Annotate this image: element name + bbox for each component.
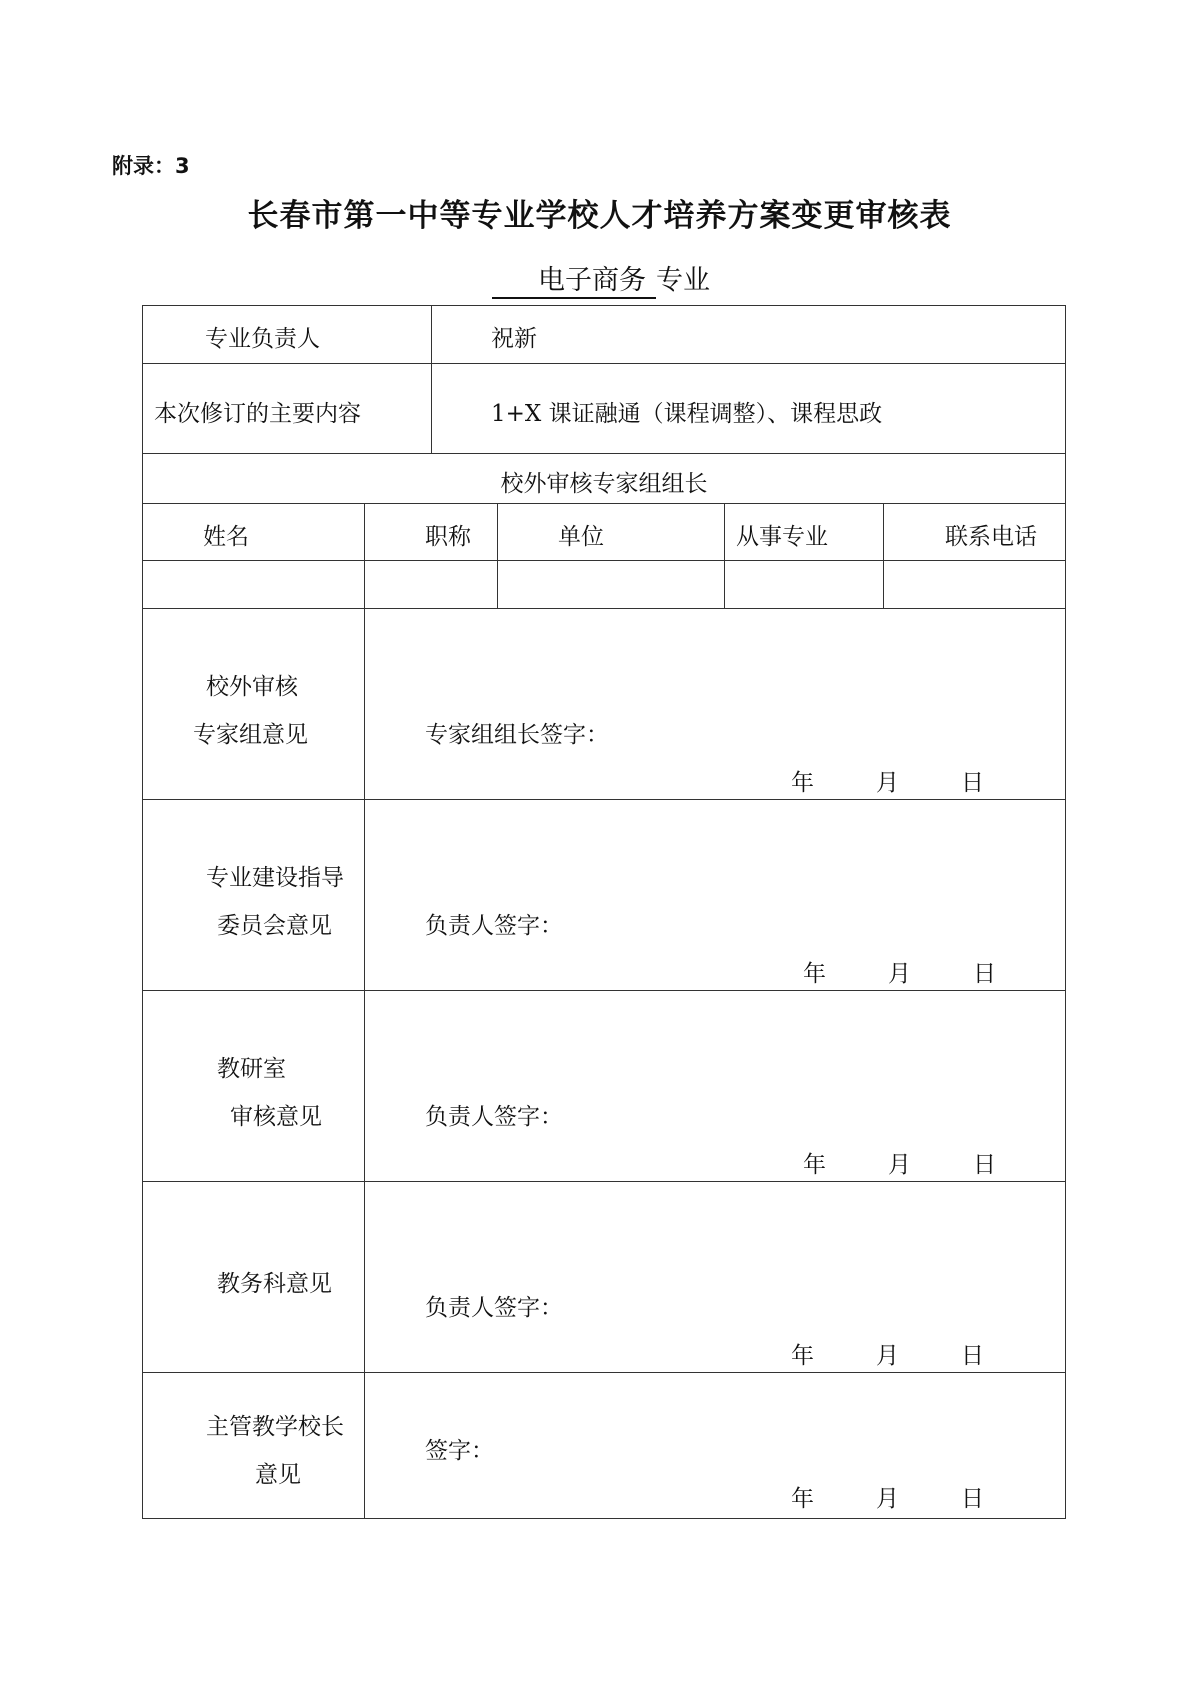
major-subtitle (492, 258, 710, 299)
revision-value: 1+X 课证融通（课程调整）、课程思政 (491, 401, 883, 427)
review-label-external-line2: 专家组意见 (193, 722, 308, 748)
row-divider (142, 363, 1066, 364)
column-header-phone: 联系电话 (945, 524, 1037, 550)
date-year: 年 (791, 770, 814, 796)
review-label-committee-line2: 委员会意见 (217, 913, 332, 939)
signature-label: 专家组组长签字： (425, 722, 609, 748)
column-divider (724, 503, 725, 608)
column-header-title: 职称 (425, 524, 471, 550)
date-month: 月 (876, 770, 899, 796)
date-year: 年 (803, 1152, 826, 1178)
date-year: 年 (803, 961, 826, 987)
row-divider (142, 799, 1066, 800)
column-header-organization: 单位 (558, 524, 604, 550)
review-label-research-line2: 审核意见 (230, 1104, 322, 1130)
signature-label: 负责人签字： (425, 1104, 563, 1130)
date-year: 年 (791, 1486, 814, 1512)
leader-label: 专业负责人 (205, 326, 320, 352)
date-month: 月 (876, 1486, 899, 1512)
expert-section-heading: 校外审核专家组组长 (500, 471, 708, 497)
date-year: 年 (791, 1343, 814, 1369)
review-label-principal-line2: 意见 (255, 1462, 301, 1488)
row-divider (142, 608, 1066, 609)
date-month: 月 (888, 1152, 911, 1178)
row-divider (142, 1372, 1066, 1373)
row-divider (142, 990, 1066, 991)
date-day: 日 (973, 961, 996, 987)
date-month: 月 (888, 961, 911, 987)
date-day: 日 (973, 1152, 996, 1178)
row-divider (142, 453, 1066, 454)
major-name: 电子商务 (492, 258, 656, 299)
row-divider (142, 560, 1066, 561)
column-header-name: 姓名 (203, 524, 249, 550)
review-label-committee-line1: 专业建设指导 (206, 865, 344, 891)
review-label-external-line1: 校外审核 (206, 674, 298, 700)
date-day: 日 (961, 1486, 984, 1512)
review-label-academic-affairs: 教务科意见 (217, 1271, 332, 1297)
signature-label: 负责人签字： (425, 913, 563, 939)
column-header-field: 从事专业 (736, 524, 828, 550)
column-divider (497, 503, 498, 608)
column-divider (364, 503, 365, 1519)
row-divider (142, 1181, 1066, 1182)
date-day: 日 (961, 770, 984, 796)
page-title: 长春市第一中等专业学校人才培养方案变更审核表 (247, 198, 952, 234)
row-divider (142, 503, 1066, 504)
leader-value: 祝新 (491, 326, 537, 352)
date-month: 月 (876, 1343, 899, 1369)
date-day: 日 (961, 1343, 984, 1369)
revision-label: 本次修订的主要内容 (154, 401, 361, 427)
review-label-research-line1: 教研室 (217, 1056, 286, 1082)
column-divider (883, 503, 884, 608)
column-divider (431, 305, 432, 453)
review-label-principal-line1: 主管教学校长 (206, 1414, 344, 1440)
major-suffix: 专业 (656, 265, 710, 296)
signature-label: 签字： (425, 1438, 494, 1464)
signature-label: 负责人签字： (425, 1295, 563, 1321)
appendix-label: 附录：3 (112, 154, 190, 178)
